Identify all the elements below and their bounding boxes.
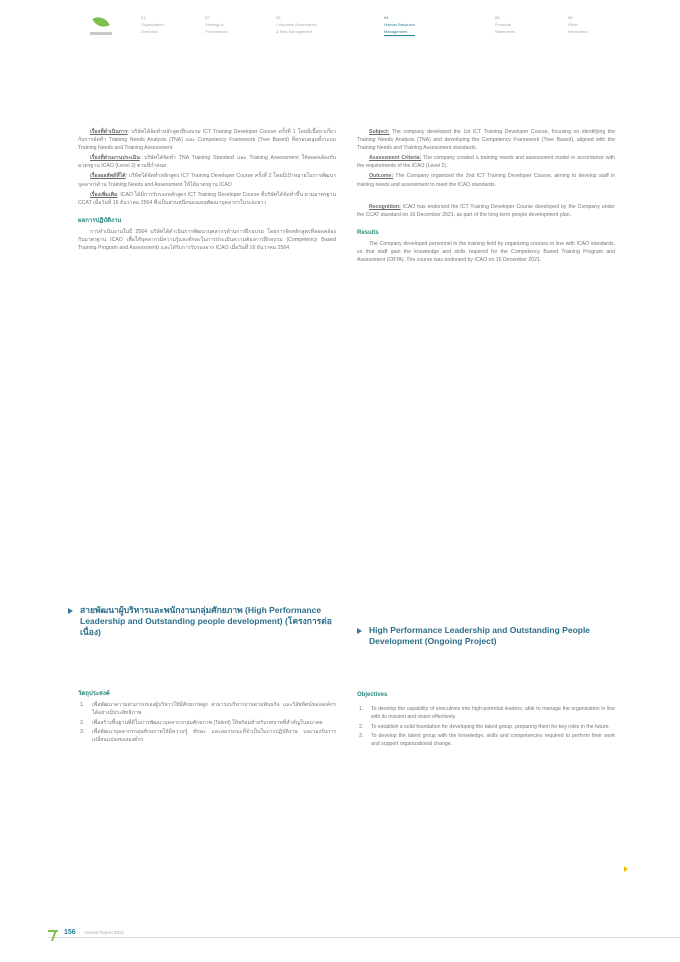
paragraph-lead: Assessment Criteria: [369, 155, 422, 162]
list-item: 1. To develop the capability of executives into high-potential leaders, able to manage the organization in line with its mission and vision effectively. [359, 706, 615, 720]
body-paragraph [78, 172, 336, 188]
nav-section-subtitle: Management [384, 29, 408, 34]
results-heading: ผลการปฏิบัติงาน [78, 217, 122, 224]
nav-section-number: 06 [568, 15, 573, 20]
objective-text: เพื่อพัฒนาความสามารถของผู้บริหารให้มีศักยภาพสูง สามารถบริหารงานตามพันธกิจ และวิสัยทัศน์ขององค์กรได้อย่างมีประสิทธิภาพ [92, 702, 336, 716]
results-heading: Results [357, 229, 379, 236]
body-paragraph [78, 128, 336, 152]
body-paragraph [357, 203, 615, 219]
right-column-english [357, 128, 615, 266]
results-paragraph: The Company developed personnel in the training field by organizing courses in line with ICAO standards, so that staff gain the knowledge and skills required for the Competency Based Training Program and Assessment (CBTA). The course was endorsed by ICAO on 16 December 2021. [357, 240, 615, 264]
nav-section-number: 02 [205, 15, 210, 20]
triangle-bullet-icon [68, 608, 73, 614]
objective-text: เพื่อสร้างพื้นฐานที่ดีในการพัฒนาบุคลากรกลุ่มศักยภาพ (Talent) ให้พร้อมสำหรับบทบาทที่สำคัญในอนาคต [92, 719, 323, 726]
paragraph-body: : ICAO ได้มีการรับรองหลักสูตร ICT Training Developer Course ที่บริษัทได้จัดทำขึ้น ตามมาตรฐาน CCAT เมื่อวันที่ 16 ธันวาคม 2564 ซึ่งเป็นส่วนหนึ่งของแผนพัฒนาบุคลากรในระยะยาว [78, 191, 336, 206]
list-item: 2. To establish a solid foundation for developing the talent group, preparing them for key roles in the future. [359, 723, 610, 730]
paragraph-body: ICAO has endorsed the ICT Training Developer Course developed by the Company under the CCAT standard on 16 December 2021, as part of the long-term people development plan. [357, 203, 615, 218]
list-item: 3. To develop the talent group with the knowledge, skills and competencies required to perform their work and support organizational change. [359, 733, 615, 748]
nav-section-2[interactable] [205, 15, 228, 34]
nav-section-title: Financial [495, 22, 512, 27]
list-item: 2. เพื่อสร้างพื้นฐานที่ดีในการพัฒนาบุคลากรกลุ่มศักยภาพ (Talent) ให้พร้อมสำหรับบทบาทที่สำคัญในอนาคต [80, 719, 323, 726]
paragraph-lead: เรื่องเพิ่มเติม [90, 191, 118, 198]
paragraph-lead: Recognition: [369, 203, 401, 210]
objectives-heading-english: Objectives [357, 692, 388, 698]
objective-text: To establish a solid foundation for developing the talent group, preparing them for key roles in the future. [371, 723, 610, 730]
nav-section-5[interactable] [495, 15, 515, 34]
nav-section-4-active[interactable] [384, 15, 415, 36]
nav-section-title: Human Resource [384, 22, 416, 27]
page-number: 156 [64, 929, 76, 936]
nav-section-number: 01 [141, 15, 146, 20]
objectives-heading-thai: วัตถุประสงค์ [78, 691, 110, 697]
nav-section-subtitle: & Risk Management [276, 29, 313, 34]
nav-section-number: 05 [495, 15, 500, 20]
triangle-bullet-icon [357, 628, 362, 634]
project-heading-thai [68, 605, 338, 638]
results-paragraph: การดำเนินงานในปี 2564 บริษัทได้ดำเนินการพัฒนาบุคลากรด้านการฝึกอบรม โดยการจัดหลักสูตรที่สอดคล้องกับมาตรฐาน ICAO เพื่อให้บุคลากรมีความรู้และทักษะในการประเมินความต้องการฝึกอบรม (Competency Based Training Program and Assessment) และได้รับการรับรองจาก ICAO เมื่อวันที่ 16 ธันวาคม 2564 [78, 228, 336, 252]
nav-section-subtitle: Statements [495, 29, 516, 34]
project-title: High Performance Leadership and Outstanding People Development (Ongoing Project) [369, 625, 591, 646]
nav-section-number: 04 [384, 15, 389, 20]
body-paragraph [357, 172, 615, 188]
nav-section-title: Corporate Governance [276, 22, 317, 27]
continue-arrow-icon [624, 866, 628, 872]
nav-section-number: 03 [276, 15, 281, 20]
nav-section-title: Organization [141, 22, 164, 27]
paragraph-body: The company developed the 1st ICT Training Developer Course, focusing on identifying the Training Needs Analysis (TNA) and developing the Competency Framework (Tree Based), aligned with the Training Needs and Training Assessment standards. [357, 129, 615, 152]
left-column-thai [78, 128, 336, 254]
footer-logo-icon [48, 928, 60, 942]
page-footer [0, 926, 680, 962]
list-item: 1. เพื่อพัฒนาความสามารถของผู้บริหารให้มีศักยภาพสูง สามารถบริหารงานตามพันธกิจ และวิสัยทัศน์ขององค์กรได้อย่างมีประสิทธิภาพ [80, 702, 336, 716]
nav-section-title: Strategy & [205, 22, 224, 27]
nav-section-3[interactable] [276, 15, 317, 34]
body-paragraph [78, 191, 336, 207]
nav-section-title: Other [568, 22, 579, 27]
footer-divider [48, 937, 680, 938]
nav-section-subtitle: Information [568, 29, 589, 34]
objectives-list-thai [78, 702, 336, 747]
paragraph-body: : บริษัทได้จัดทำหลักสูตร ICT Training Developer Course ครั้งที่ 2 โดยมีเป้าหมายในการพัฒนาบุคลากรด้าน Training Needs and Assessment ให้ได้มาตรฐาน ICAO [78, 173, 336, 188]
paragraph-lead: เรื่องที่ดำเนินการ [90, 129, 128, 135]
paragraph-body: The Company organized the 2nd ICT Training Developer Course, aiming to develop staff in training needs and assessment to meet the ICAO standards. [357, 173, 615, 188]
project-heading-english [357, 625, 619, 647]
nav-section-6[interactable] [568, 15, 588, 34]
company-logo [90, 14, 112, 40]
objective-text: เพื่อพัฒนาบุคลากรกลุ่มศักยภาพให้มีความรู้ ทักษะ และสมรรถนะที่จำเป็นในการปฏิบัติงาน และรองรับการเปลี่ยนแปลงขององค์กร [92, 729, 336, 744]
nav-section-subtitle: Overview [141, 29, 158, 34]
nav-section-1[interactable] [141, 15, 164, 34]
paragraph-lead: Outcome: [369, 173, 394, 180]
paragraph-lead: เรื่องที่ส่วนงานประเมิน [90, 155, 140, 162]
paragraph-body: : บริษัทได้จัดทำหลักสูตรฝึกอบรม ICT Training Developer Course ครั้งที่ 1 โดยมีเนื้อหาเกี่ยวกับการจัดทำ Training Needs Analysis (TNA) และ Competency Framework (Tree Based) ที่ครอบคลุมทั้งระบบ Training Needs and Training Assessment [78, 129, 336, 152]
project-title: สายพัฒนาผู้บริหารและพนักงานกลุ่มศักยภาพ (High Performance Leadership and Outstanding people development) (โครงการต่อเนื่อง) [80, 605, 332, 637]
list-item: 3. เพื่อพัฒนาบุคลากรกลุ่มศักยภาพให้มีความรู้ ทักษะ และสมรรถนะที่จำเป็นในการปฏิบัติงาน และรองรับการเปลี่ยนแปลงขององค์กร [80, 729, 336, 744]
body-paragraph [357, 154, 615, 170]
objectives-list-english [357, 706, 615, 751]
page-header [0, 0, 680, 52]
objective-text: To develop the capability of executives into high-potential leaders, able to manage the organization in line with its mission and vision effectively. [371, 706, 615, 720]
paragraph-lead: เรื่องผลลัพธ์ที่ได้ [90, 173, 126, 180]
nav-section-subtitle: Performance [205, 29, 228, 34]
paragraph-lead: Subject: [369, 129, 390, 135]
report-label: Annual Report 2021 [84, 930, 125, 935]
body-paragraph [78, 154, 336, 170]
body-paragraph [357, 128, 615, 152]
objective-text: To develop the talent group with the knowledge, skills and competencies required to perform their work and support organizational change. [371, 733, 615, 748]
paragraph-body: The company created a training needs and assessment model in accordance with the requirements of the ICAO (Level 2). [357, 155, 615, 170]
paragraph-body: : บริษัทได้จัดทำ TNA Training Standard และ Training Assessment ให้สอดคล้องกับมาตรฐาน ICAO (Level 2) ตามที่กำหนด [78, 155, 336, 170]
